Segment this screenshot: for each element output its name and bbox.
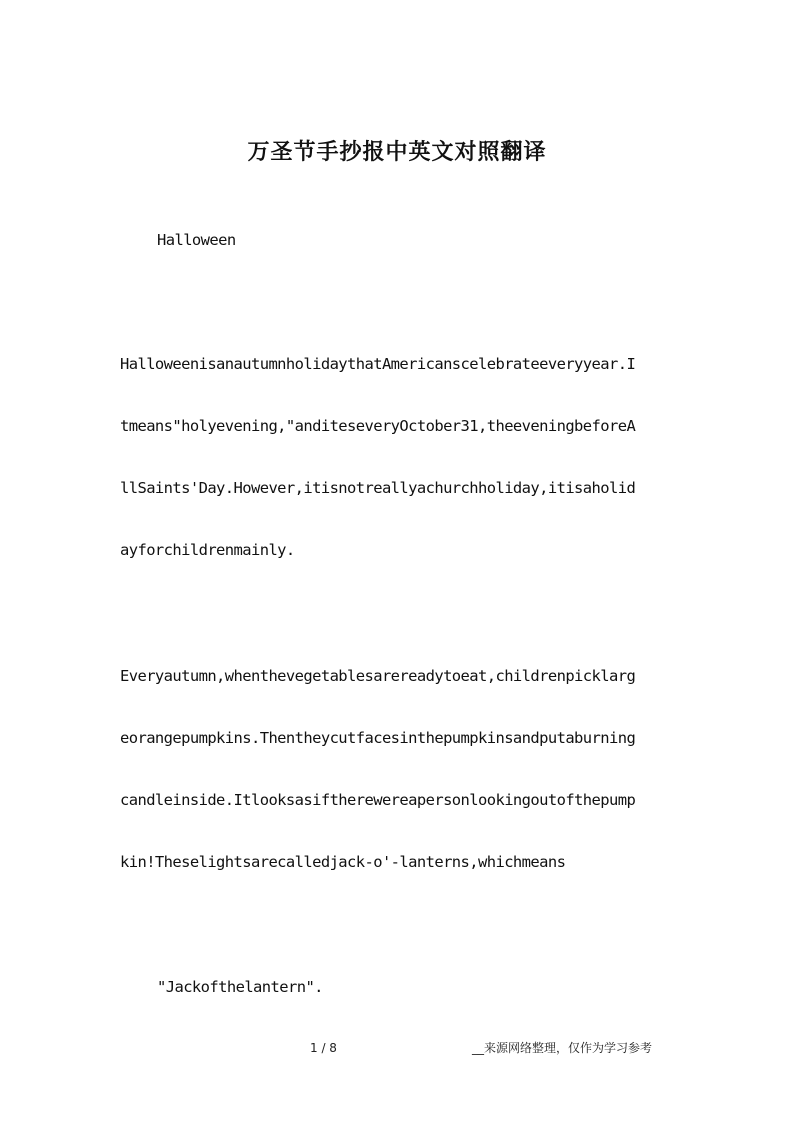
paragraph-line: eorangepumpkins.Thentheycutfacesinthepumpkinsandputaburning <box>120 729 636 747</box>
paragraph-line: "Jackofthelantern". <box>157 978 323 996</box>
paragraph-line: llSaints'Day.However,itisnotreallyachurchholiday,itisaholid <box>120 479 636 497</box>
page-number: 1 / 8 <box>310 1041 337 1055</box>
paragraph-line: HalloweenisanautumnholidaythatAmericanscelebrateeveryyear.I <box>120 355 636 373</box>
paragraph-line: ayforchildrenmainly. <box>120 541 295 559</box>
page-title: 万圣节手抄报中英文对照翻译 <box>247 139 547 165</box>
section-heading: Halloween <box>157 231 236 249</box>
paragraph-line: tmeans"holyevening,"anditeseveryOctober31,theeveningbeforeA <box>120 417 636 435</box>
paragraph-line: Everyautumn,whenthevegetablesarereadytoeat,childrenpicklarg <box>120 667 636 685</box>
paragraph-line: kin!Theselightsarecalledjack-o'-lanterns,whichmeans <box>120 853 566 871</box>
paragraph-line: candleinside.Itlooksasiftherewereapersonlookingoutofthepump <box>120 791 636 809</box>
source-note: __来源网络整理，仅作为学习参考 <box>472 1041 653 1055</box>
